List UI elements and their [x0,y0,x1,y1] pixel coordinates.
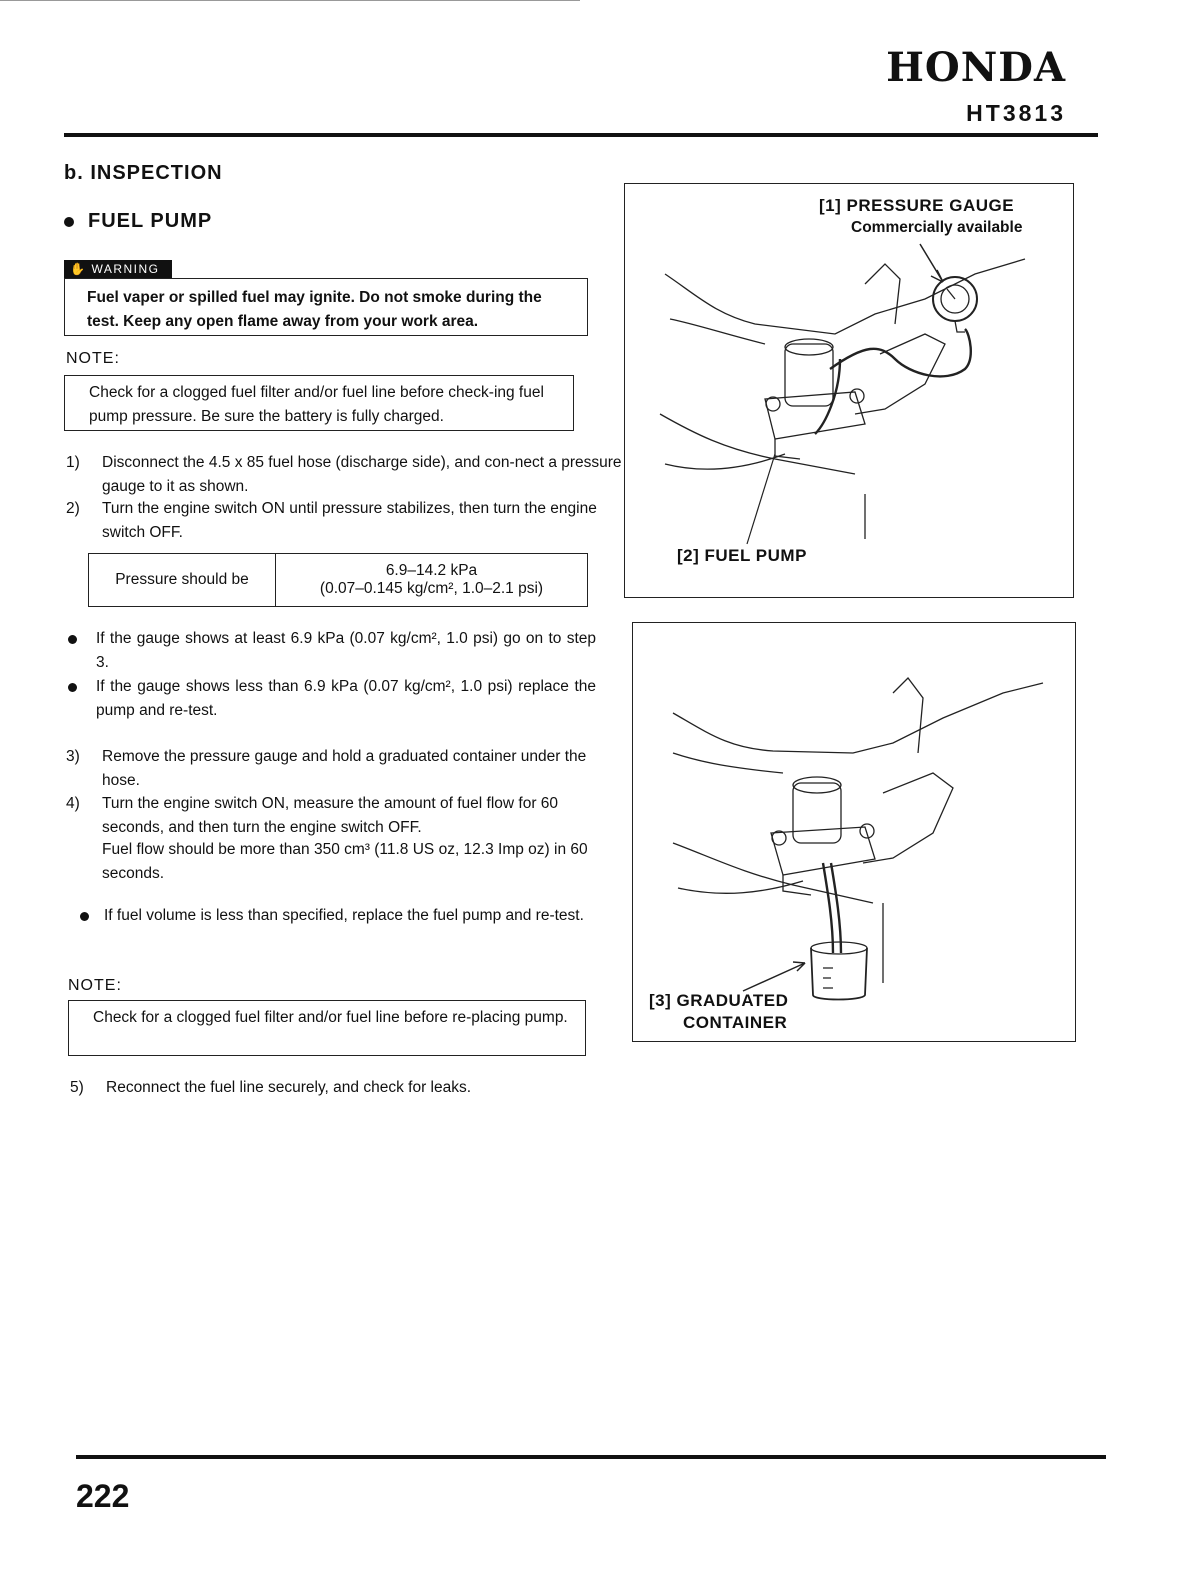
step-item [66,497,626,545]
step-number: 4) [66,795,80,812]
fuel-pump-pressure-illustration [625,184,1074,598]
page-number: 222 [76,1478,130,1514]
bullet-text: If the gauge shows at least 6.9 kPa (0.07 kg/cm², 1.0 psi) go on to step 3. [96,630,596,671]
figure-label-graduated: [3] GRADUATED [649,991,789,1010]
spec-value [276,554,588,607]
figure-label-commercially-available: Commercially available [851,219,1023,236]
step-number: 3) [66,748,80,765]
step-item [66,451,626,499]
bullet-dot [68,635,77,644]
figure-graduated-container [632,622,1076,1042]
step-item [66,745,626,793]
spec-value-line2: (0.07–0.145 kg/cm², 1.0–2.1 psi) [319,580,544,597]
section-title: b. INSPECTION [64,162,223,184]
spec-label: Pressure should be [89,554,276,607]
subsection-label: FUEL PUMP [88,210,213,232]
bullet-item [68,675,598,723]
bullet-text: If the gauge shows less than 6.9 kPa (0.07 kg/cm², 1.0 psi) replace the pump and re-test. [96,678,596,719]
warning-box: Fuel vaper or spilled fuel may ignite. Do not smoke during the test. Keep any open flame away from your work area. [64,278,588,336]
warning-badge-label: WARNING [91,262,160,276]
figure-label-container: CONTAINER [683,1013,788,1032]
step-item [70,1076,630,1100]
bullet-dot [68,683,77,692]
bullet-item [80,904,600,952]
honda-logo: HONDA [886,44,1066,91]
fuel-flow-test-illustration [633,623,1076,1042]
model-number: HT3813 [966,100,1066,126]
flow-spec-text: Fuel flow should be more than 350 cm³ (11.8 US oz, 12.3 Imp oz) in 60 seconds. [102,841,588,882]
step-number: 1) [66,454,80,471]
footer-rule [76,1455,1106,1459]
step-number: 2) [66,500,80,517]
top-edge-rule [0,0,580,1]
note-label: NOTE: [66,350,120,367]
hand-warning-icon: ✋ [70,262,87,276]
bullet-text: If fuel volume is less than specified, replace the fuel pump and re-test. [104,907,584,924]
step-text: Reconnect the fuel line securely, and check for leaks. [106,1079,472,1096]
step-text: Disconnect the 4.5 x 85 fuel hose (discharge side), and con-nect a pressure gauge to it as shown. [102,454,622,495]
spec-value-line1: 6.9–14.2 kPa [385,562,478,579]
step-text: Remove the pressure gauge and hold a graduated container under the hose. [102,748,587,789]
spec-table [88,553,588,607]
note-label: NOTE: [68,977,122,994]
step-text: Turn the engine switch ON, measure the amount of fuel flow for 60 seconds, and then turn the engine switch OFF. [102,795,559,836]
subsection-title [64,210,212,233]
warning-badge [64,260,172,279]
bullet-dot [64,217,74,227]
bullet-dot [80,912,89,921]
figure-label-pressure-gauge: [1] PRESSURE GAUGE [819,196,1015,215]
figure-pressure-gauge [624,183,1074,598]
header-rule [64,133,1098,137]
step-text: Turn the engine switch ON until pressure stabilizes, then turn the engine switch OFF. [102,500,597,541]
note-box: Check for a clogged fuel filter and/or fuel line before check-ing fuel pump pressure. Be sure the battery is fully charged. [64,375,574,431]
step-item [66,792,626,888]
bullet-item [68,627,598,675]
note-box: Check for a clogged fuel filter and/or fuel line before re-placing pump. [68,1000,586,1056]
figure-label-fuel-pump: [2] FUEL PUMP [677,546,807,565]
step-number: 5) [70,1079,84,1096]
